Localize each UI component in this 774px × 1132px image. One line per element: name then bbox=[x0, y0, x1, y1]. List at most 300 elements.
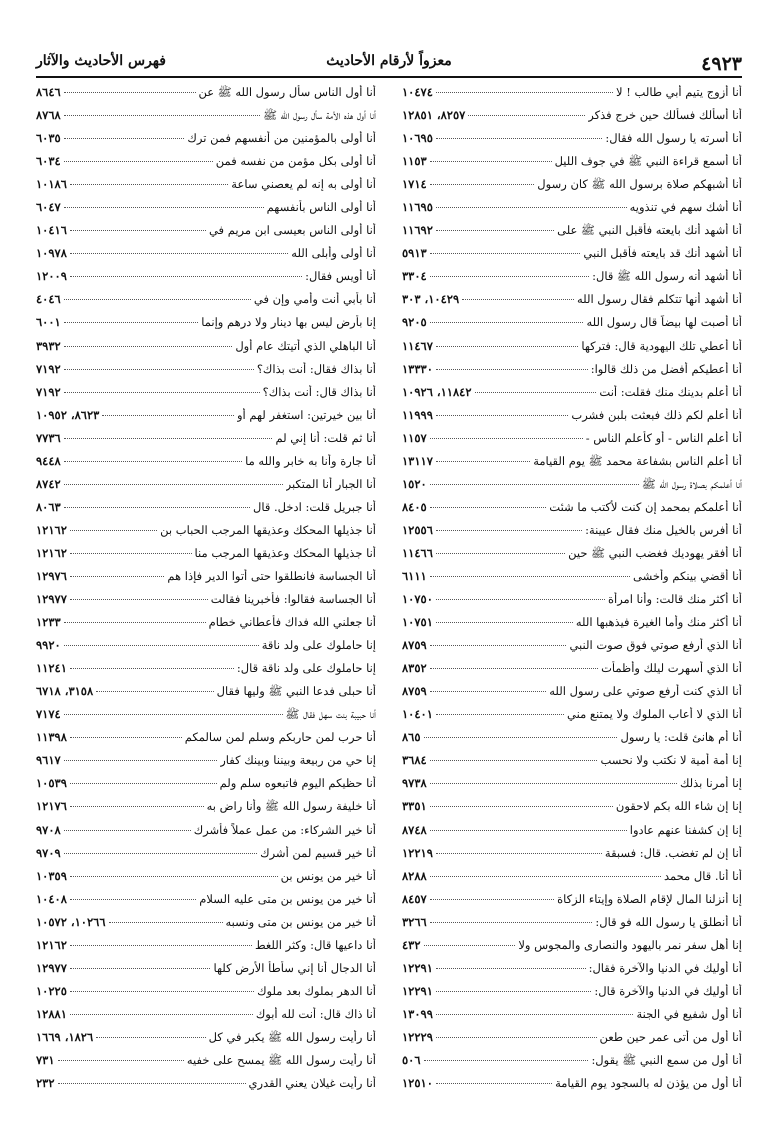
hadith-number: ١٠٢٦٦، ١٠٥٧٢ bbox=[36, 914, 106, 929]
index-entry bbox=[36, 1076, 376, 1099]
leader-dots bbox=[462, 299, 574, 300]
index-entry bbox=[36, 177, 376, 200]
hadith-number: ١٣٣٣٠ bbox=[402, 361, 433, 376]
hadith-number: ١٢٢٢٩ bbox=[402, 1029, 433, 1044]
page-number: ٤٩٢٣ bbox=[701, 53, 742, 75]
index-entry bbox=[36, 869, 376, 892]
entry-text: إنا حاملوك على ولد ناقة bbox=[261, 638, 376, 653]
leader-dots bbox=[64, 645, 259, 646]
index-entry bbox=[36, 200, 376, 223]
leader-dots bbox=[436, 1083, 552, 1084]
entry-text: أنا أسألك فسألك حين خرج فذكر bbox=[588, 108, 742, 123]
index-entry bbox=[402, 154, 742, 177]
leader-dots bbox=[436, 1014, 634, 1015]
index-entry bbox=[36, 454, 376, 477]
entry-text: أنا خير من يونس بن متى ونسبه bbox=[225, 914, 376, 929]
leader-dots bbox=[436, 991, 592, 992]
index-entry bbox=[36, 615, 376, 638]
hadith-number: ١٠٥٣٩ bbox=[36, 776, 67, 791]
index-entry bbox=[402, 431, 742, 454]
index-entry bbox=[402, 592, 742, 615]
hadith-number: ١٠٤٧٤ bbox=[402, 85, 433, 99]
index-entry bbox=[36, 638, 376, 661]
entry-text: أنا أولى بكل مؤمن من نفسه فمن bbox=[215, 154, 376, 169]
index-entry bbox=[402, 454, 742, 477]
entry-text: أنا أولى به إنه لم يعصني ساعة bbox=[231, 177, 376, 192]
entry-text: أنا الذي أسهرت ليلك وأظمأت bbox=[601, 661, 742, 676]
index-entry bbox=[36, 339, 376, 362]
index-entry bbox=[402, 938, 742, 961]
entry-text: أنا بذاك فقال: أنت بذاك؟ bbox=[256, 361, 376, 376]
hadith-number: ٩٩٢٠ bbox=[36, 638, 61, 653]
leader-dots bbox=[436, 92, 613, 93]
hadith-number: ٩٧٣٨ bbox=[402, 776, 427, 791]
entry-text: أنا حظيكم اليوم فاتبعوه سلم ولم bbox=[219, 776, 376, 791]
entry-text: إنا إن كشفنا عنهم عادوا bbox=[629, 822, 742, 837]
index-entry bbox=[402, 223, 742, 246]
entry-text: أنا أعلمكم بصلاة رسول الله ﷺ bbox=[641, 476, 742, 491]
entry-text: أنا ثم قلت: أنا إني لم bbox=[275, 430, 376, 445]
hadith-number: ٦٠٠١ bbox=[36, 315, 61, 330]
leader-dots bbox=[436, 622, 573, 623]
index-entry bbox=[402, 108, 742, 131]
hadith-number: ٣٦٨٤ bbox=[402, 753, 427, 768]
entry-text: أنا داعيها قال: وكثر اللغط bbox=[254, 937, 376, 952]
index-entry bbox=[402, 638, 742, 661]
index-entry bbox=[402, 85, 742, 108]
index-entry bbox=[402, 869, 742, 892]
entry-text: أنا أول من سمع النبي ﷺ يقول: bbox=[591, 1052, 742, 1067]
index-entry bbox=[402, 684, 742, 707]
hadith-number: ٨٦٢٣، ١٠٩٥٢ bbox=[36, 407, 100, 422]
leader-dots bbox=[436, 553, 565, 554]
entry-text: أنا أعطيكم أفضل من ذلك قالوا: bbox=[590, 361, 742, 376]
index-entry bbox=[36, 661, 376, 684]
index-entry bbox=[402, 846, 742, 869]
leader-dots bbox=[64, 346, 233, 347]
entry-text: أنا الجساسة فقالوا: فأخبرينا فقالت bbox=[210, 592, 376, 607]
index-entry bbox=[402, 1076, 742, 1099]
entry-text: أنا جبريل قلت: ادخل. قال bbox=[253, 499, 376, 514]
leader-dots bbox=[436, 714, 564, 715]
index-entry bbox=[402, 1053, 742, 1076]
leader-dots bbox=[64, 161, 213, 162]
entry-text: أنا جذيلها المحكك وعذيقها المرجب منا bbox=[194, 545, 376, 560]
index-entry bbox=[36, 753, 376, 776]
hadith-number: ١٢٩٧٧ bbox=[36, 592, 67, 607]
entry-text: أنا أشهد أنك قد بايعته فأقبل النبي bbox=[583, 246, 742, 261]
index-entry bbox=[402, 408, 742, 431]
leader-dots bbox=[64, 207, 264, 208]
leader-dots bbox=[70, 599, 208, 600]
entry-text: أنا خير من يونس بن متى عليه السلام bbox=[199, 891, 376, 906]
index-entry bbox=[402, 730, 742, 753]
index-entry bbox=[402, 915, 742, 938]
leader-dots bbox=[70, 668, 234, 669]
index-entry bbox=[36, 269, 376, 292]
leader-dots bbox=[64, 484, 283, 485]
entry-text: أنا رأيت غيلان يعني القدري bbox=[248, 1076, 376, 1091]
index-entry bbox=[36, 546, 376, 569]
hadith-number: ١٢٨٨١ bbox=[36, 1006, 67, 1021]
entry-text: أنا خليفة رسول الله ﷺ وأنا راض به bbox=[206, 799, 376, 814]
hadith-number: ٧٣١ bbox=[36, 1052, 55, 1067]
index-entry bbox=[402, 753, 742, 776]
hadith-number: ٦٠٣٤ bbox=[36, 154, 61, 169]
leader-dots bbox=[64, 461, 242, 462]
index-entry bbox=[402, 131, 742, 154]
index-entry bbox=[402, 269, 742, 292]
index-entry bbox=[36, 523, 376, 546]
hadith-number: ٩٤٤٨ bbox=[36, 453, 61, 468]
entry-text: أنا الجبار أنا المتكبر bbox=[285, 476, 376, 491]
hadith-number: ٤٣٢ bbox=[402, 937, 421, 952]
leader-dots bbox=[436, 1037, 597, 1038]
entry-text: أنا حبلى فدعا النبي ﷺ وليها فقال bbox=[216, 684, 376, 699]
index-entry bbox=[402, 523, 742, 546]
leader-dots bbox=[64, 369, 254, 370]
entry-text: أنا أعلم الناس - أو كأعلم الناس - bbox=[585, 430, 742, 445]
hadith-number: ١٢٢٩١ bbox=[402, 960, 433, 975]
entry-text: أنا أنا. قال محمد bbox=[663, 868, 742, 883]
leader-dots bbox=[430, 322, 584, 323]
leader-dots bbox=[64, 392, 260, 393]
page-title: معزواً لأرقام الأحاديث bbox=[326, 53, 452, 69]
entry-text: أنا أنطلق يا رسول الله فو قال: bbox=[595, 914, 742, 929]
index-entry bbox=[402, 362, 742, 385]
hadith-number: ٩٧٠٩ bbox=[36, 845, 61, 860]
hadith-number: ٧١٩٢ bbox=[36, 361, 61, 376]
leader-dots bbox=[436, 530, 582, 531]
entry-text: أنا الذي أرفع صوتي فوق صوت النبي bbox=[569, 638, 742, 653]
hadith-number: ٨٧٤٨ bbox=[402, 822, 427, 837]
entry-text: أنا أشك سهم في تنذويه bbox=[629, 200, 742, 215]
index-entry bbox=[36, 776, 376, 799]
index-entry bbox=[402, 200, 742, 223]
leader-dots bbox=[70, 899, 196, 900]
leader-dots bbox=[430, 830, 627, 831]
index-entry bbox=[36, 108, 376, 131]
leader-dots bbox=[430, 899, 554, 900]
index-entry bbox=[36, 892, 376, 915]
entry-text: أنا جارة وأنا به خابر والله ما bbox=[245, 453, 376, 468]
index-entry bbox=[402, 500, 742, 523]
entry-text: أنا أصبت لها بيضاً قال رسول الله bbox=[586, 315, 742, 330]
hadith-number: ٣٣٥١ bbox=[402, 799, 427, 814]
leader-dots bbox=[64, 830, 191, 831]
hadith-number: ٣٢٦٦ bbox=[402, 914, 427, 929]
hadith-number: ١١٣٩٨ bbox=[36, 730, 67, 745]
entry-text: أنا الذي كنت أرفع صوتي على رسول الله bbox=[549, 684, 742, 699]
index-entry bbox=[402, 892, 742, 915]
index-entry bbox=[402, 615, 742, 638]
entry-text: أنا جعلني الله فداك فأعطاني خطام bbox=[208, 615, 376, 630]
leader-dots bbox=[58, 1083, 246, 1084]
hadith-number: ١٠٢٢٥ bbox=[36, 983, 67, 998]
hadith-number: ٨٧٤٢ bbox=[36, 476, 61, 491]
index-entry bbox=[36, 730, 376, 753]
index-entry bbox=[36, 846, 376, 869]
index-entry bbox=[402, 661, 742, 684]
entry-text: إنا حي من ربيعة وبيننا وبينك كفار bbox=[220, 753, 376, 768]
entry-text: أنا الذي لا أعاب الملوك ولا يمتنع مني bbox=[567, 707, 742, 722]
leader-dots bbox=[96, 1037, 205, 1038]
entry-text: أنا أعلم الناس بشفاعة محمد ﷺ يوم القيامة bbox=[533, 453, 742, 468]
hadith-number: ١٠٣٥٩ bbox=[36, 868, 67, 883]
leader-dots bbox=[430, 806, 613, 807]
entry-text: أنا أشهد أنه رسول الله ﷺ قال: bbox=[592, 269, 742, 284]
leader-dots bbox=[430, 760, 598, 761]
entry-text: أنا أم هانئ قلت: يا رسول bbox=[620, 730, 742, 745]
index-entry bbox=[36, 592, 376, 615]
leader-dots bbox=[70, 968, 211, 969]
entry-text: أنا أسرته يا رسول الله فقال: bbox=[605, 131, 742, 146]
index-page bbox=[36, 52, 742, 1112]
leader-dots bbox=[70, 576, 165, 577]
entry-text: أنا أويس فقال: bbox=[305, 269, 376, 284]
leader-dots bbox=[424, 1060, 589, 1061]
entry-text: أنا أولى الناس بأنفسهم bbox=[266, 200, 376, 215]
index-entry bbox=[36, 799, 376, 822]
hadith-number: ٨٤٥٧ bbox=[402, 891, 427, 906]
entry-text: أنا أولى وأبلى الله bbox=[291, 246, 376, 261]
hadith-number: ٧١٩٢ bbox=[36, 384, 61, 399]
entry-text: أنا أول الناس سأل رسول الله ﷺ عن bbox=[198, 85, 376, 99]
leader-dots bbox=[64, 760, 217, 761]
index-entry bbox=[402, 546, 742, 569]
leader-dots bbox=[430, 576, 630, 577]
leader-dots bbox=[430, 668, 598, 669]
entry-text: أنا الدهر بملوك بعد ملوك bbox=[257, 983, 376, 998]
leader-dots bbox=[436, 138, 602, 139]
leader-dots bbox=[109, 922, 223, 923]
index-entry bbox=[36, 500, 376, 523]
hadith-number: ٨٧٦٨ bbox=[36, 108, 61, 123]
section-title: فهرس الأحاديث والآثار bbox=[36, 53, 166, 69]
entry-text: أنا أول من أتى عمر حين طعن bbox=[599, 1029, 742, 1044]
entry-text: أنا أول شفيع في الجنة bbox=[636, 1006, 742, 1021]
leader-dots bbox=[64, 115, 260, 116]
leader-dots bbox=[64, 714, 283, 715]
index-entry bbox=[36, 385, 376, 408]
index-entry bbox=[36, 823, 376, 846]
index-entry bbox=[36, 1007, 376, 1030]
leader-dots bbox=[70, 806, 204, 807]
leader-dots bbox=[430, 484, 639, 485]
index-entry bbox=[36, 684, 376, 707]
index-entry bbox=[36, 362, 376, 385]
index-entry bbox=[36, 315, 376, 338]
entry-text: أنا خير الشركاء: من عمل عملاً فأشرك bbox=[193, 822, 376, 837]
index-entry bbox=[402, 477, 742, 500]
entry-text: إنا إن شاء الله بكم لاحقون bbox=[615, 799, 742, 814]
hadith-number: ٧٧٣٦ bbox=[36, 430, 61, 445]
entry-text: أنا أعلمكم بمحمد إن كنت لأكتب ما شئت bbox=[549, 499, 742, 514]
index-entry bbox=[36, 984, 376, 1007]
hadith-number: ٦٠٣٥ bbox=[36, 131, 61, 146]
hadith-number: ٧١٧٤ bbox=[36, 707, 61, 722]
hadith-number: ١٣١١٧ bbox=[402, 453, 433, 468]
leader-dots bbox=[64, 853, 257, 854]
index-entry bbox=[402, 177, 742, 200]
leader-dots bbox=[430, 922, 593, 923]
index-entry bbox=[36, 246, 376, 269]
hadith-number: ١١٥٣ bbox=[402, 154, 427, 169]
entry-text: أنا أشهد أنك بايعته فأقبل النبي ﷺ على bbox=[557, 223, 742, 238]
leader-dots bbox=[436, 369, 588, 370]
leader-dots bbox=[64, 322, 199, 323]
entry-text: أنا أولى بالمؤمنين من أنفسهم فمن ترك bbox=[187, 131, 376, 146]
hadith-number: ٨٤٠٥ bbox=[402, 499, 427, 514]
leader-dots bbox=[475, 392, 597, 393]
index-entry bbox=[402, 246, 742, 269]
hadith-number: ١١٥٧ bbox=[402, 430, 427, 445]
hadith-number: ٣٩٣٢ bbox=[36, 338, 61, 353]
hadith-number: ١٧١٤ bbox=[402, 177, 427, 192]
index-entry bbox=[36, 569, 376, 592]
entry-text: إنا أنزلنا المال لإقام الصلاة وإيتاء الزكاة bbox=[557, 891, 742, 906]
hadith-number: ١٠١٨٦ bbox=[36, 177, 67, 192]
leader-dots bbox=[436, 346, 578, 347]
page-header bbox=[36, 52, 742, 78]
entry-text: إنا أهل سفر نمر باليهود والنصارى والمجوس ولا bbox=[518, 937, 742, 952]
index-entry bbox=[36, 938, 376, 961]
hadith-number: ١١٢٤١ bbox=[36, 661, 67, 676]
hadith-number: ٨٦٤٦ bbox=[36, 85, 61, 99]
entry-text: أنا أكثر منك قالت: وأنا امرأة bbox=[607, 592, 742, 607]
hadith-number: ٨٧٥٩ bbox=[402, 638, 427, 653]
hadith-number: ١١٤٦٦ bbox=[402, 545, 433, 560]
leader-dots bbox=[468, 115, 585, 116]
hadith-number: ١١٦٩٢ bbox=[402, 223, 433, 238]
entry-text: أنا الجساسة فانطلقوا حتى أتوا الدير فإذا هم bbox=[167, 568, 376, 583]
leader-dots bbox=[64, 622, 206, 623]
index-entry bbox=[402, 961, 742, 984]
leader-dots bbox=[430, 645, 567, 646]
index-entry bbox=[36, 1030, 376, 1053]
index-entry bbox=[36, 154, 376, 177]
hadith-number: ١٢٣٣ bbox=[36, 615, 61, 630]
hadith-number: ١١٩٩٩ bbox=[402, 407, 433, 422]
hadith-number: ١٢٢٩١ bbox=[402, 983, 433, 998]
leader-dots bbox=[64, 507, 250, 508]
leader-dots bbox=[436, 853, 602, 854]
leader-dots bbox=[58, 1060, 184, 1061]
index-entry bbox=[36, 477, 376, 500]
hadith-number: ١٠٦٩٥ bbox=[402, 131, 433, 146]
hadith-number: ١٢٥١٠ bbox=[402, 1076, 433, 1091]
entry-text: أنا أوليك في الدنيا والآخرة قال: bbox=[594, 983, 742, 998]
entry-text: أنا بين خيرتين: استغفر لهم أو bbox=[236, 407, 376, 422]
entry-text: أنا أولى الناس بعيسى ابن مريم في bbox=[208, 223, 376, 238]
leader-dots bbox=[70, 737, 182, 738]
index-entry bbox=[402, 292, 742, 315]
hadith-number: ١٢٠٠٩ bbox=[36, 269, 67, 284]
entry-text: أنا أوليك في الدنيا والآخرة فقال: bbox=[588, 960, 742, 975]
hadith-number: ٨٧٥٩ bbox=[402, 684, 427, 699]
hadith-number: ٤٠٤٦ bbox=[36, 292, 61, 307]
index-entry bbox=[36, 408, 376, 431]
leader-dots bbox=[436, 461, 530, 462]
entry-text: إنا حاملوك على ولد ناقة قال: bbox=[236, 661, 376, 676]
entry-text: أنا الباهلي الذي أتيتك عام أول bbox=[235, 338, 376, 353]
hadith-number: ١٢١٦٢ bbox=[36, 545, 67, 560]
entry-text: إنا أمرنا بذلك bbox=[679, 776, 742, 791]
leader-dots bbox=[430, 691, 547, 692]
entry-text: إنا أمة أمية لا نكتب ولا نحسب bbox=[600, 753, 742, 768]
hadith-number: ٥٠٦ bbox=[402, 1052, 421, 1067]
hadith-number: ١١٦٩٥ bbox=[402, 200, 433, 215]
leader-dots bbox=[70, 553, 192, 554]
leader-dots bbox=[70, 783, 217, 784]
entry-text: أنا أشبهكم صلاة برسول الله ﷺ كان رسول bbox=[537, 177, 742, 192]
entry-text: أنا بأبي أنت وأمي وإن في bbox=[253, 292, 376, 307]
hadith-number: ١٠٤٠١ bbox=[402, 707, 433, 722]
index-entry bbox=[402, 339, 742, 362]
leader-dots bbox=[70, 253, 288, 254]
entry-text: أنا أول هذه الأمة سأل رسول الله ﷺ bbox=[263, 108, 376, 123]
hadith-number: ١٢٩٧٦ bbox=[36, 568, 67, 583]
leader-dots bbox=[424, 945, 516, 946]
hadith-number: ١٣٠٩٩ bbox=[402, 1006, 433, 1021]
entry-text: أنا خير من يونس بن bbox=[280, 868, 376, 883]
hadith-number: ٥٩١٣ bbox=[402, 246, 427, 261]
index-entry bbox=[36, 85, 376, 108]
leader-dots bbox=[70, 1014, 253, 1015]
hadith-number: ١٢٢١٩ bbox=[402, 845, 433, 860]
index-entry bbox=[402, 1030, 742, 1053]
index-entry bbox=[402, 707, 742, 730]
hadith-number: ١١٤٦٧ bbox=[402, 338, 433, 353]
index-entry bbox=[36, 292, 376, 315]
leader-dots bbox=[430, 161, 552, 162]
index-entry bbox=[36, 431, 376, 454]
hadith-number: ٩٧٠٨ bbox=[36, 822, 61, 837]
hadith-number: ١٢١٦٢ bbox=[36, 522, 67, 537]
entry-text: أنا إن لم تغضب. قال: فسبقة bbox=[604, 845, 742, 860]
hadith-number: ١٠٤١٦ bbox=[36, 223, 67, 238]
leader-dots bbox=[70, 876, 278, 877]
leader-dots bbox=[64, 92, 196, 93]
hadith-number: ٨٢٥٧، ١٢٨٥١ bbox=[402, 108, 466, 123]
leader-dots bbox=[430, 276, 589, 277]
hadith-number: ٣٣٠٤ bbox=[402, 269, 427, 284]
entry-text: أنا جذيلها المحكك وعذيقها المرجب الحباب بن bbox=[160, 522, 376, 537]
entry-text: إنا بأرض ليس بها دينار ولا درهم وإنما bbox=[201, 315, 376, 330]
entry-text: أنا أفرس بالخيل منك فقال عيينة: bbox=[585, 522, 742, 537]
entry-text: أنا رأيت رسول الله ﷺ يكبر في كل bbox=[208, 1029, 376, 1044]
index-entry bbox=[402, 385, 742, 408]
hadith-number: ١٠٧٥١ bbox=[402, 615, 433, 630]
hadith-number: ٦١١١ bbox=[402, 568, 427, 583]
entry-text: أنا الدجال أنا إني سأطأ الأرض كلها bbox=[213, 960, 376, 975]
hadith-number: ١٨٢٦، ١٦٦٩ bbox=[36, 1029, 94, 1044]
entry-text: أنا خير قسيم لمن أشرك bbox=[260, 845, 376, 860]
right-column bbox=[402, 85, 742, 1099]
hadith-number: ٦٠٤٧ bbox=[36, 200, 61, 215]
hadith-number: ١٠٤٠٨ bbox=[36, 891, 67, 906]
entry-text: أنا أعلم لكم ذلك فبعثت بلبن فشرب bbox=[571, 407, 742, 422]
hadith-number: ١٠٤٢٩، ٣٠٣ bbox=[402, 292, 460, 307]
leader-dots bbox=[70, 530, 157, 531]
hadith-number: ٩٢٠٥ bbox=[402, 315, 427, 330]
leader-dots bbox=[430, 507, 547, 508]
hadith-number: ١٢١٦٢ bbox=[36, 937, 67, 952]
leader-dots bbox=[436, 230, 554, 231]
leader-dots bbox=[70, 945, 252, 946]
leader-dots bbox=[436, 207, 627, 208]
index-entry bbox=[402, 776, 742, 799]
